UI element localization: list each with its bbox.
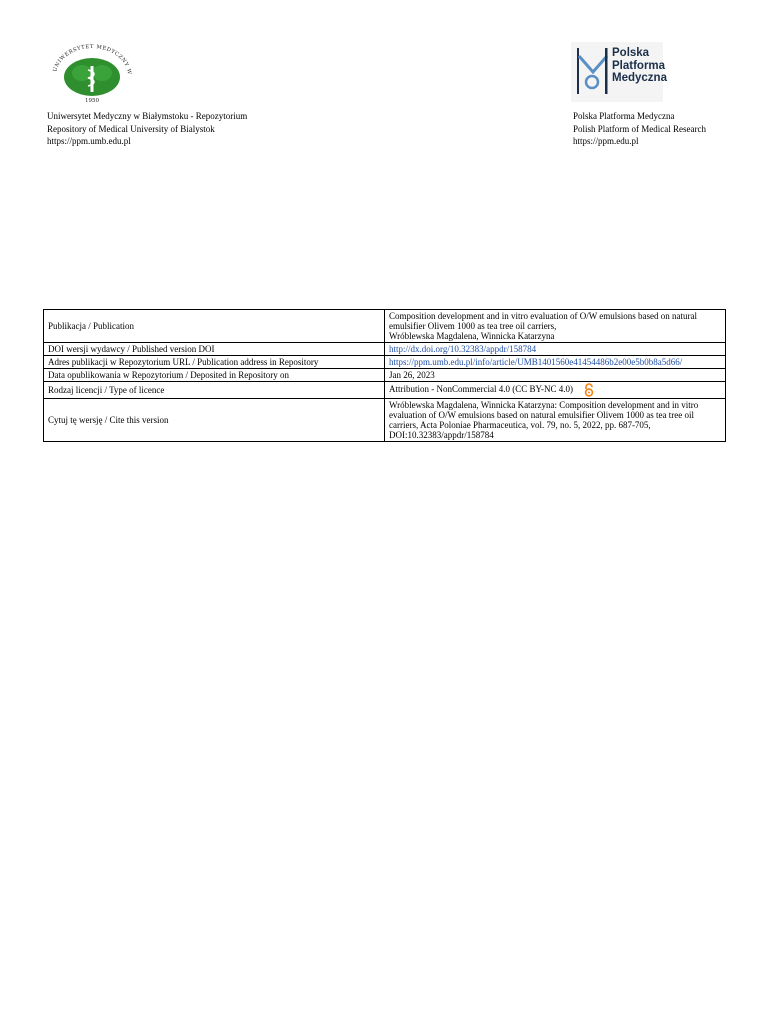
doi-label: DOI wersji wydawcy / Published version DOI [44,343,385,356]
table-row [44,369,726,382]
umb-address-line1: Uniwersytet Medyczny w Białymstoku - Repozytorium [47,111,248,121]
citation-value: Wróblewska Magdalena, Winnicka Katarzyna: Composition development and in vitro evaluation of O/W emulsions based on natural emulsifier Olivem 1000 as tea tree oil carriers, Acta Poloniae Pharmaceutica, vol. 79, no. 5, 2022, pp. 687-705, DOI:10.32383/appdr/158784 [385,399,726,442]
seal-year: 1950 [85,98,99,104]
doi-link[interactable]: http://dx.doi.org/10.32383/appdr/158784 [385,343,726,356]
open-access-icon [583,383,595,397]
publication-title: Composition development and in vitro evaluation of O/W emulsions based on natural emulsifier Olivem 1000 as tea tree oil carriers, [389,311,698,331]
umb-address [47,110,307,148]
umb-logo [44,44,140,104]
seal-text: UNIWERSYTET MEDYCZNY W [52,44,133,76]
publication-label: Publikacja / Publication [44,310,385,343]
table-row [44,356,726,369]
ppm-logo-line3: Medyczna [612,72,667,84]
licence-value-cell [385,382,726,399]
publication-value [385,310,726,343]
licence-label: Rodzaj licencji / Type of licence [44,382,385,399]
ppm-logo-line2: Platforma [612,59,666,72]
ppm-logo-line1: Polska [612,47,650,59]
table-row [44,399,726,442]
umb-seal-tree-icon [44,44,140,104]
repository-url-link[interactable]: https://ppm.umb.edu.pl/info/article/UMB1401560e41454486b2e00e5b0b8a5d66/ [385,356,726,369]
table-row [44,343,726,356]
ppm-address [573,110,713,148]
ppm-address-line2: Polish Platform of Medical Research [573,123,706,134]
publication-authors: Wróblewska Magdalena, Winnicka Katarzyna [389,331,555,341]
ppm-logo [571,42,667,102]
umb-address-url[interactable]: https://ppm.umb.edu.pl [47,136,131,146]
licence-value: Attribution - NonCommercial 4.0 (CC BY-NC 4.0) [389,384,573,395]
ppm-logo-text [612,47,667,85]
publication-metadata-table [43,309,726,442]
table-row [44,310,726,343]
table-row [44,382,726,399]
repository-url-label: Adres publikacji w Repozytorium URL / Publication address in Repository [44,356,385,369]
citation-label: Cytuj tę wersję / Cite this version [44,399,385,442]
ppm-address-url[interactable]: https://ppm.edu.pl [573,136,639,146]
deposit-date-label: Data opublikowania w Repozytorium / Deposited in Repository on [44,369,385,382]
deposit-date-value: Jan 26, 2023 [385,369,726,382]
ppm-address-line1: Polska Platforma Medyczna [573,111,675,121]
umb-address-line2: Repository of Medical University of Bialystok [47,123,215,134]
ppm-logo-icon [575,46,611,98]
